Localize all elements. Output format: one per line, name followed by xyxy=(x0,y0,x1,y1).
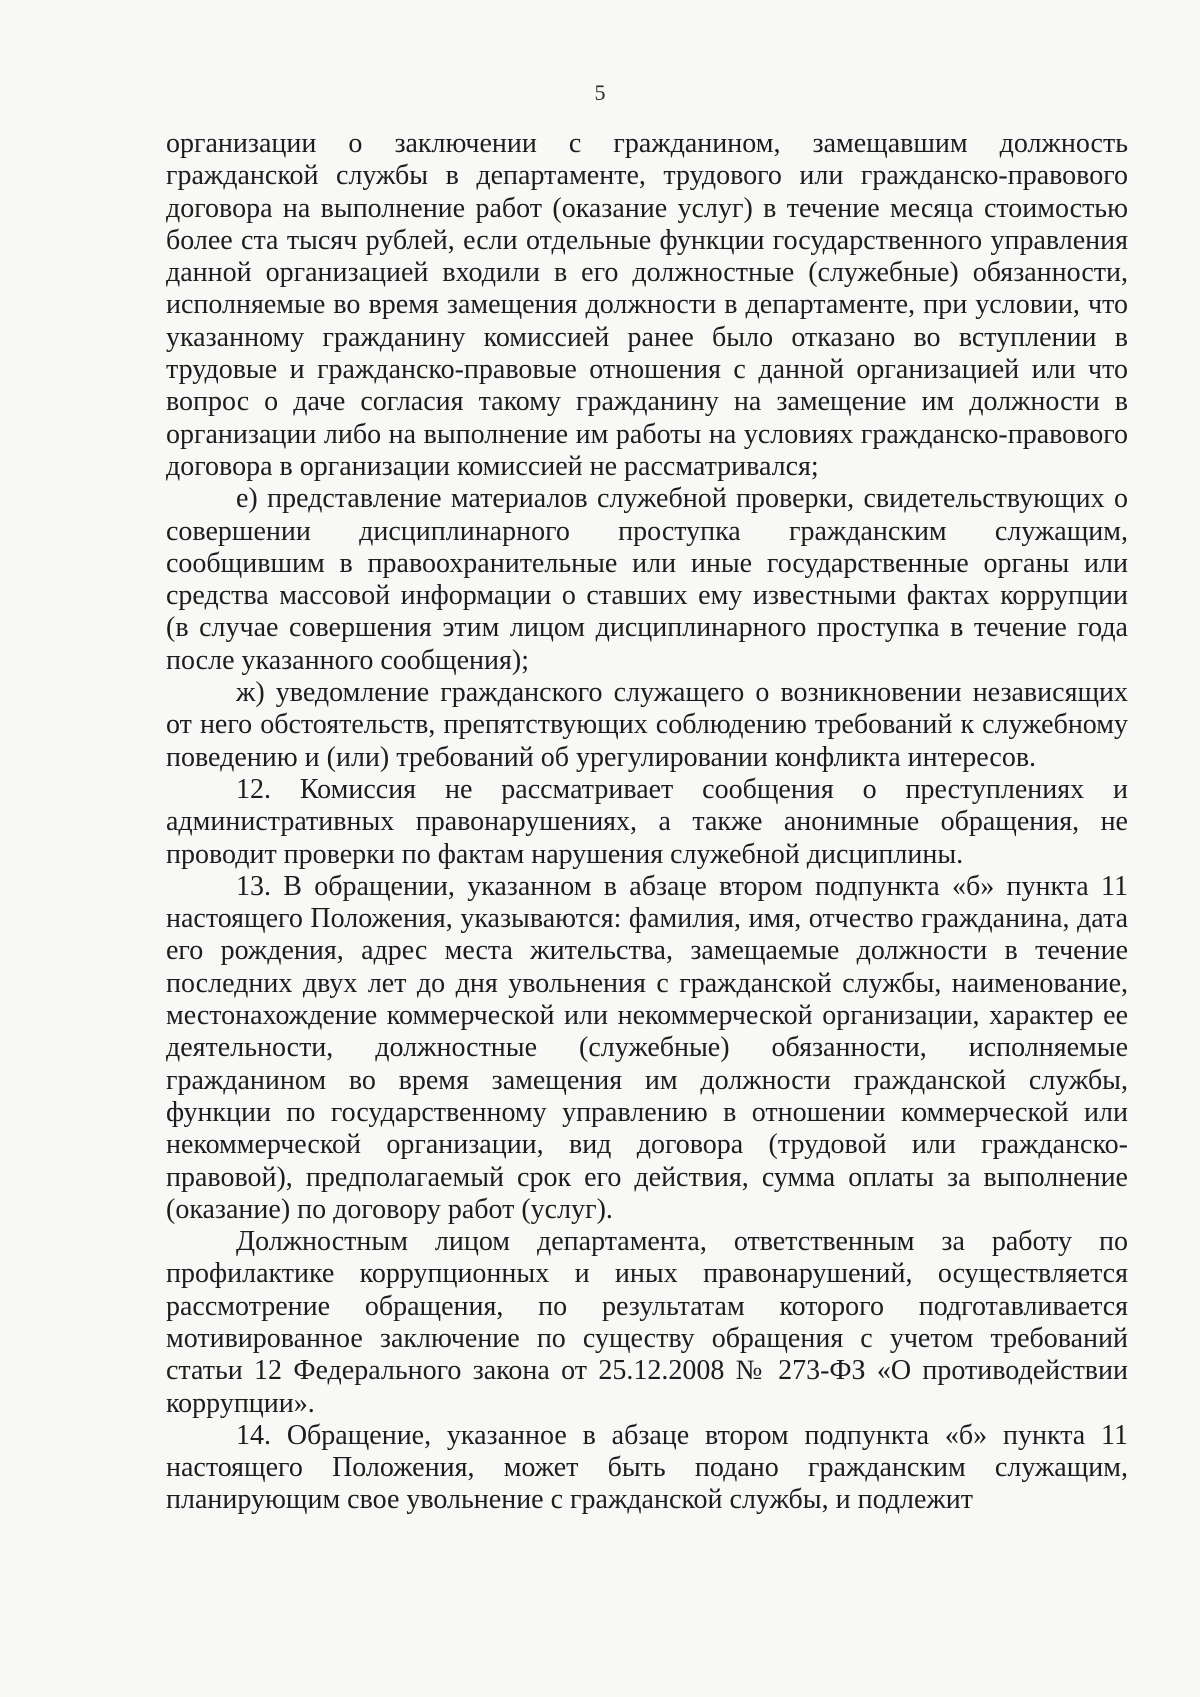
document-body xyxy=(166,128,1128,1517)
page-number: 5 xyxy=(594,80,606,105)
paragraph-item-zh: ж) уведомление гражданского служащего о возникновении независящих от него обстоятельств, препятствующих соблюдению требований к служебному поведению и (или) требований об урегулировании конфликта интересов. xyxy=(166,677,1128,773)
paragraph-clause-13: 13. В обращении, указанном в абзаце втором подпункта «б» пункта 11 настоящего Положения, указываются: фамилия, имя, отчество гражданина, дата его рождения, адрес места жительства, замещаемые должности в течение последних двух лет до дня увольнения с гражданской службы, наименование, местонахождение коммерческой или некоммерческой организации, характер ее деятельности, должностные (служебные) обязанности, исполняемые гражданином во время замещения им должности гражданской службы, функции по государственному управлению в отношении коммерческой или некоммерческой организации, вид договора (трудовой или гражданско-правовой), предполагаемый срок его действия, сумма оплаты за выполнение (оказание) по договору работ (услуг). xyxy=(166,870,1128,1225)
paragraph-item-e: е) представление материалов служебной проверки, свидетельствующих о совершении дисциплинарного проступка гражданским служащим, сообщившим в правоохранительные или иные государственные органы или средства массовой информации о ставших ему известными фактах коррупции (в случае совершения этим лицом дисциплинарного проступка в течение года после указанного сообщения); xyxy=(166,483,1128,676)
paragraph-clause-13-continued: Должностным лицом департамента, ответственным за работу по профилактике коррупционных и иных правонарушений, осуществляется рассмотрение обращения, по результатам которого подготавливается мотивированное заключение по существу обращения с учетом требований статьи 12 Федерального закона от 25.12.2008 № 273-ФЗ «О противодействии коррупции». xyxy=(166,1226,1128,1419)
paragraph-clause-14: 14. Обращение, указанное в абзаце втором подпункта «б» пункта 11 настоящего Положения, может быть подано гражданским служащим, планирующим свое увольнение с гражданской службы, и подлежит xyxy=(166,1419,1128,1516)
paragraph-clause-12: 12. Комиссия не рассматривает сообщения о преступлениях и административных правонарушениях, а также анонимные обращения, не проводит проверки по фактам нарушения служебной дисциплины. xyxy=(166,773,1128,870)
paragraph-continuation: организации о заключении с гражданином, замещавшим должность гражданской службы в департаменте, трудового или гражданско-правового договора на выполнение работ (оказание услуг) в течение месяца стоимостью более ста тысяч рублей, если отдельные функции государственного управления данной организацией входили в его должностные (служебные) обязанности, исполняемые во время замещения должности в департаменте, при условии, что указанному гражданину комиссией ранее было отказано во вступлении в трудовые и гражданско-правовые отношения с данной организацией или что вопрос о даче согласия такому гражданину на замещение им должности в организации либо на выполнение им работы на условиях гражданско-правового договора в организации комиссией не рассматривался; xyxy=(166,128,1128,482)
